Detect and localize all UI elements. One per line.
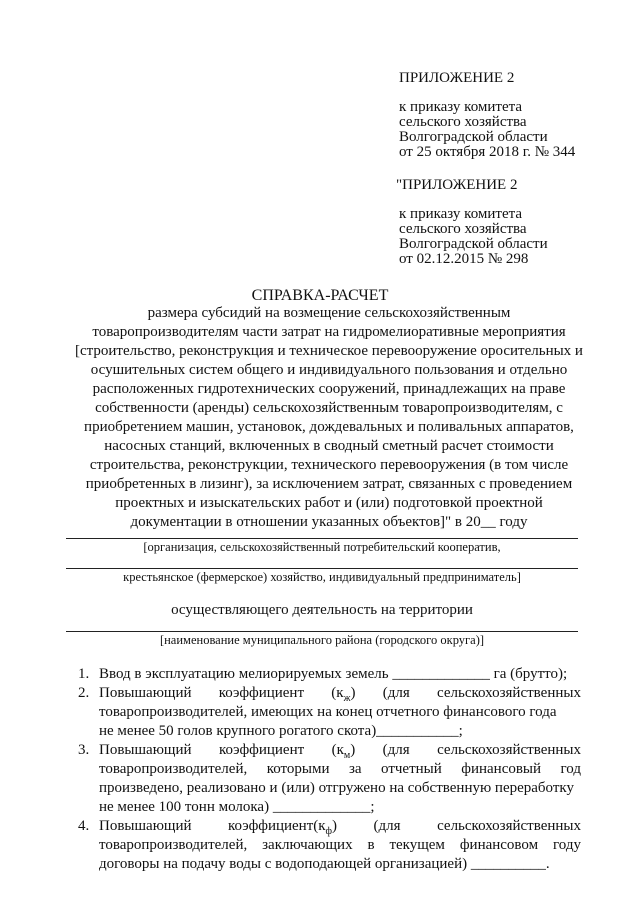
appendix-line: сельского хозяйства	[399, 114, 527, 130]
list-text-justified: товаропроизводителей, имеющих на конец отчетного финансового года	[99, 704, 557, 720]
list-number: 2.	[78, 685, 90, 701]
territory-caption: [наименование муниципального района (городского округа)]	[159, 633, 485, 647]
list-text: договоры на подачу воды с водоподающей организацией) __________.	[99, 856, 550, 872]
subtitle-line: [строительство, реконструкция и техническое перевооружение оросительных и	[75, 343, 583, 359]
subtitle-line: размера субсидий на возмещение сельскохозяйственным	[147, 305, 511, 321]
appendix-line: сельского хозяйства	[399, 221, 527, 237]
subtitle-line: проектных и изыскательских работ и (или) подготовкой проектной	[115, 495, 543, 511]
word: Повышающий	[99, 685, 192, 701]
word: коэффициент	[218, 685, 305, 701]
subtitle-line: строительства, реконструкции, технического перевооружения (в том числе	[89, 457, 569, 473]
list-text: произведено, реализовано и (или) отгружено на собственную переработку	[99, 780, 574, 796]
word: (для	[373, 818, 401, 834]
list-text: не менее 100 тонн молока) _____________;	[99, 799, 375, 815]
appendix-line: от 02.12.2015 № 298	[399, 251, 529, 267]
word: Повышающий	[99, 742, 192, 758]
territory-blank-line	[66, 631, 578, 632]
organization-caption: [организация, сельскохозяйственный потребительский кооператив,	[143, 540, 501, 554]
appendix-line: от 25 октября 2018 г. № 344	[399, 144, 576, 160]
coefficient-symbol: $(к_м)$	[331, 742, 356, 761]
word: сельскохозяйственных	[437, 742, 581, 758]
organization-caption-2: крестьянское (фермерское) хозяйство, индивидуальный предприниматель]	[123, 570, 521, 584]
subtitle-line: осушительных систем общего и индивидуального пользования и отдельно	[90, 362, 568, 378]
word: сельскохозяйственных	[437, 685, 581, 701]
list-text-justified: товаропроизводителей, которыми за отчетный финансовый год	[99, 761, 581, 777]
subtitle-line: приобретенных в лизинг), за исключением затрат, связанных с проведением	[85, 476, 573, 492]
list-text: Ввод в эксплуатацию мелиорируемых земель _____________ га (брутто);	[99, 666, 568, 682]
coefficient-symbol: $(к_ж)$	[331, 685, 356, 704]
list-number: 3.	[78, 742, 90, 758]
word: Повышающий	[99, 818, 192, 834]
word: (для	[382, 685, 410, 701]
word: коэффициент	[218, 742, 305, 758]
appendix-title-1: ПРИЛОЖЕНИЕ 2	[399, 70, 515, 86]
appendix-line: к приказу комитета	[399, 99, 523, 115]
appendix-line: Волгоградской области	[399, 236, 548, 252]
organization-blank-line	[66, 538, 578, 539]
list-text: не менее 50 голов крупного рогатого скота)___________;	[99, 723, 463, 739]
word: сельскохозяйственных	[437, 818, 581, 834]
list-number: 1.	[78, 666, 90, 682]
subtitle-line: расположенных гидротехнических сооружений, принадлежащих на праве	[92, 381, 566, 397]
list-text-justified: товаропроизводителей, заключающих в текущем финансовом году	[99, 837, 581, 853]
appendix-title-2: "ПРИЛОЖЕНИЕ 2	[396, 177, 518, 193]
appendix-line: к приказу комитета	[399, 206, 523, 222]
subtitle-line: документации в отношении указанных объектов]" в 20__ году	[130, 514, 528, 530]
subtitle-line: товаропроизводителям части затрат на гидромелиоративные мероприятия	[92, 324, 566, 340]
coefficient-symbol: $коэффициент(к_ф)$	[228, 818, 338, 837]
subtitle-line: собственности (аренды) сельскохозяйственным товаропроизводителям, с	[95, 400, 563, 416]
document-title: СПРАВКА-РАСЧЕТ	[251, 287, 389, 304]
organization-blank-line-2	[66, 568, 578, 569]
territory-text: осуществляющего деятельность на территории	[171, 602, 473, 618]
subtitle-line: приобретением машин, установок, дождевальных и поливальных аппаратов,	[84, 419, 574, 435]
subtitle-line: насосных станций, включенных в сводный сметный расчет стоимости	[104, 438, 554, 454]
list-number: 4.	[78, 818, 90, 834]
appendix-line: Волгоградской области	[399, 129, 548, 145]
word: (для	[382, 742, 410, 758]
